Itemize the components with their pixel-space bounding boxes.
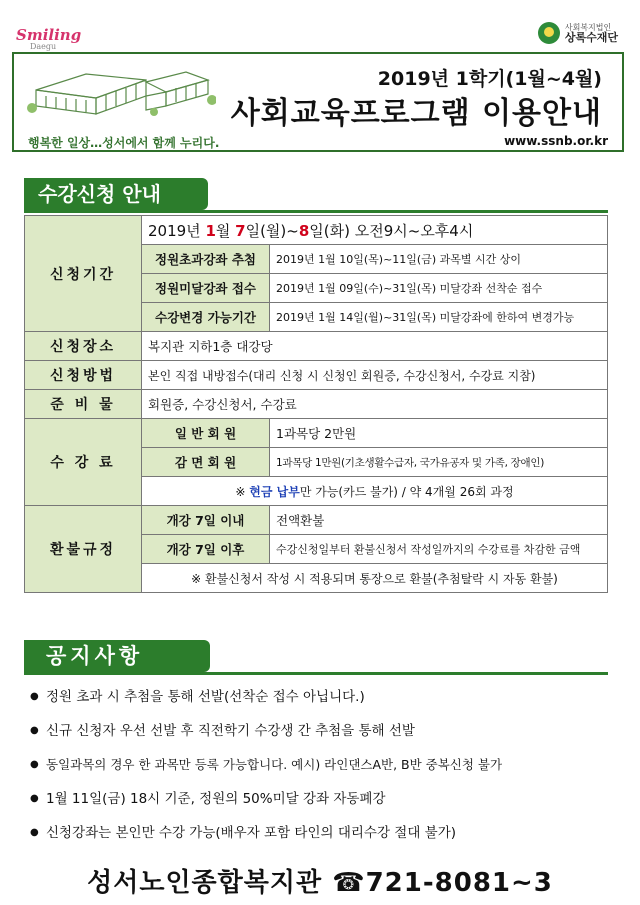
footer-contact [0,862,640,899]
reduced-member-label: 감 면 회 원 [142,448,270,477]
refund-note: ※ 환불신청서 작성 시 적용되며 통장으로 환불(추첨탈락 시 자동 환불) [142,564,608,593]
list-item: ● 신청강좌는 본인만 수강 가능(배우자 포함 타인의 대리수강 절대 불가) [30,816,610,850]
over-capacity-label: 정원초과강좌 추첨 [142,245,270,274]
method-value: 본인 직접 내방접수(대리 신청 시 신청인 회원증, 수강신청서, 수강료 지참) [142,361,608,390]
under-capacity-value: 2019년 1월 09일(수)~31일(목) 미달강좌 선착순 접수 [270,274,608,303]
center-name: 성서노인종합복지관 [87,868,323,898]
list-item: ● 신규 신청자 우선 선발 후 직전학기 수강생 간 추첨을 통해 선발 [30,714,610,748]
registration-table [24,215,608,593]
registration-dates: 2019년 1월 7일(월)~8일(화) 오전9시~오후4시 [142,216,608,245]
building-illustration [26,60,216,118]
place-label: 신청장소 [25,332,142,361]
slogan: 행복한 일상…성서에서 함께 누리다. [28,136,220,150]
fee-label: 수 강 료 [25,419,142,506]
reduced-member-fee: 1과목당 1만원(기초생활수급자, 국가유공자 및 가족, 장애인) [270,448,608,477]
semester-title: 2019년 1학기(1월~4월) [377,68,602,90]
website-link[interactable]: www.ssnb.or.kr [504,134,608,148]
list-item: ● 정원 초과 시 추첨을 통해 선발(선착순 접수 아닙니다.) [30,680,610,714]
change-period-label: 수강변경 가능기간 [142,303,270,332]
period-label: 신청기간 [25,216,142,332]
regular-member-label: 일 반 회 원 [142,419,270,448]
method-label: 신청방법 [25,361,142,390]
page-title: 사회교육프로그램 이용안내 [230,96,602,131]
divider [24,672,608,675]
under-capacity-label: 정원미달강좌 접수 [142,274,270,303]
title-banner [12,52,624,152]
bullet-icon: ● [30,759,39,770]
regular-member-fee: 1과목당 2만원 [270,419,608,448]
bullet-icon: ● [30,725,39,736]
foundation-logo-icon [538,22,560,44]
refund-after-7-label: 개강 7일 이후 [142,535,270,564]
place-value: 복지관 지하1층 대강당 [142,332,608,361]
prepare-label: 준 비 물 [25,390,142,419]
phone-icon: ☎ [332,868,366,898]
bullet-icon: ● [30,827,39,838]
foundation-logo [538,22,618,44]
refund-within-7-label: 개강 7일 이내 [142,506,270,535]
bullet-icon: ● [30,793,39,804]
refund-label: 환불규정 [25,506,142,593]
bullet-icon: ● [30,691,39,702]
refund-after-7-value: 수강신청일부터 환불신청서 작성일까지의 수강료를 차감한 금액 [270,535,608,564]
section-notice-heading: 공지사항 [24,640,210,672]
list-item: ● 1월 11일(금) 18시 기준, 정원의 50%미달 강좌 자동폐강 [30,782,610,816]
phone-number[interactable]: 721-8081~3 [365,868,553,898]
divider [24,210,608,213]
notice-list [30,680,610,850]
prepare-value: 회원증, 수강신청서, 수강료 [142,390,608,419]
payment-note: ※ 현금 납부만 가능(카드 불가) / 약 4개월 26회 과정 [142,477,608,506]
foundation-name: 상록수재단 [564,31,618,44]
refund-within-7-value: 전액환불 [270,506,608,535]
smiling-logo: Smiling Daegu [16,26,82,51]
section-registration-heading: 수강신청 안내 [24,178,208,210]
over-capacity-value: 2019년 1월 10일(목)~11일(금) 과목별 시간 상이 [270,245,608,274]
list-item: ● 동일과목의 경우 한 과목만 등록 가능합니다. 예시) 라인댄스A반, B반 중복신청 불가 [30,748,610,782]
change-period-value: 2019년 1월 14일(월)~31일(목) 미달강좌에 한하여 변경가능 [270,303,608,332]
foundation-type: 사회복지법인 [564,23,612,32]
